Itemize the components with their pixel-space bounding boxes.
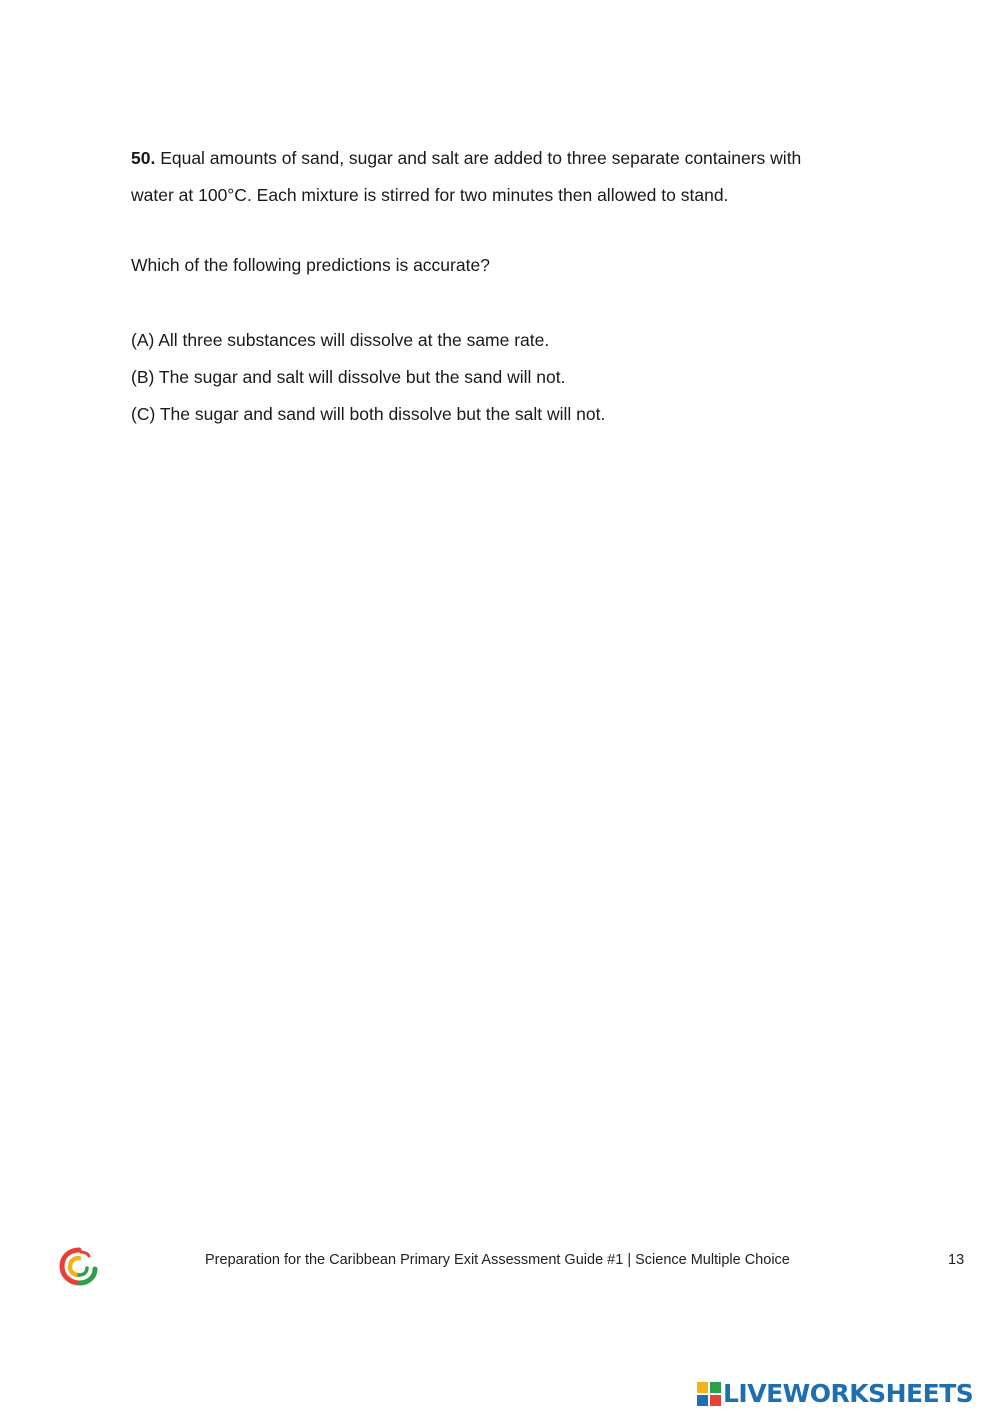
- liveworksheets-logo-icon: [697, 1382, 721, 1406]
- option-b: (B) The sugar and salt will dissolve but the sand will not.: [131, 367, 566, 387]
- footer-title: Preparation for the Caribbean Primary Exit Assessment Guide #1 | Science Multiple Choice: [205, 1252, 790, 1268]
- option-c: (C) The sugar and sand will both dissolve but the salt will not.: [131, 404, 606, 424]
- question-line-2: water at 100°C. Each mixture is stirred for two minutes then allowed to stand.: [131, 185, 729, 205]
- page-number: 13: [948, 1252, 965, 1268]
- swirl-logo-icon: [59, 1246, 99, 1286]
- question-text: Equal amounts of sand, sugar and salt are added to three separate containers with: [155, 148, 802, 168]
- question-line-1: [131, 140, 871, 177]
- answer-options: [131, 322, 605, 433]
- question-stem: [131, 140, 871, 214]
- liveworksheets-watermark[interactable]: [697, 1378, 973, 1410]
- question-number: 50.: [131, 148, 156, 168]
- question-prompt: Which of the following predictions is accurate?: [131, 255, 490, 275]
- liveworksheets-brand-text: LIVEWORKSHEETS: [723, 1379, 974, 1408]
- option-a: (A) All three substances will dissolve at the same rate.: [131, 330, 550, 350]
